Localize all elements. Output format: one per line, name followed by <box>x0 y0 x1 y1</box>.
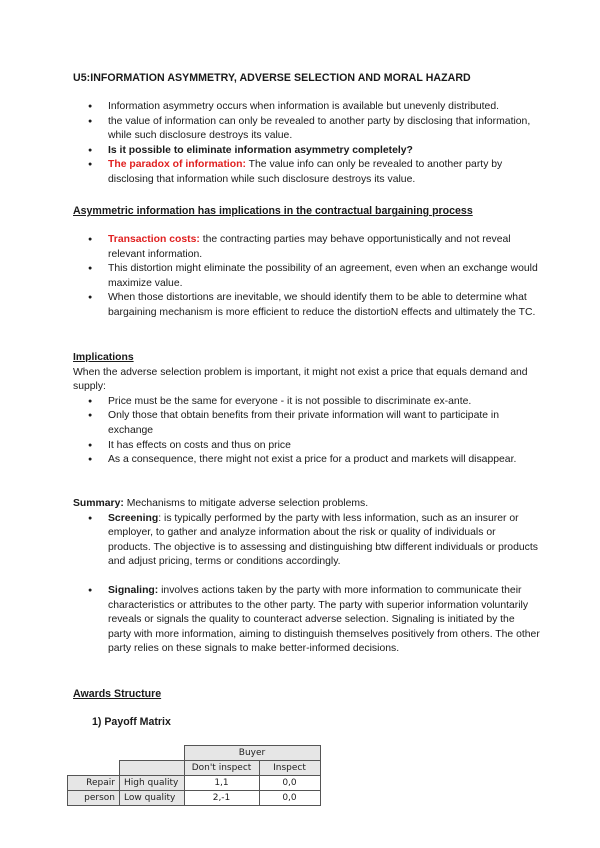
table-row <box>68 791 321 806</box>
bullet-text: : is typically performed by the party with less information, such as an insurer or employer, to gather and analyze information about the risk or quality of individuals or products. The objective is to assessing and distinguishing btw different individuals or products and adjust pricing, terms or conditions accordingly. <box>108 512 538 568</box>
bullet-text: the contracting parties may behave opportunistically and not reveal relevant information. <box>108 234 511 260</box>
cell-high-inspect: 0,0 <box>259 776 320 791</box>
bullet-text: Only those that obtain benefits from their private information will want to participate in exchange <box>108 410 499 436</box>
bullet-text: Price must be the same for everyone - it is not possible to discriminate ex-ante. <box>108 395 472 407</box>
list-item <box>73 453 540 468</box>
document-title: U5:INFORMATION ASYMMETRY, ADVERSE SELECTION AND MORAL HAZARD <box>73 72 471 84</box>
bullet-text: This distortion might eliminate the possibility of an agreement, even when an exchange would maximize value. <box>108 263 538 289</box>
col-inspect: Inspect <box>259 761 320 776</box>
cell-low-inspect: 0,0 <box>259 791 320 806</box>
list-item <box>73 100 540 115</box>
list-item <box>73 439 540 454</box>
bullet-red-label: Transaction costs: <box>108 234 200 245</box>
list-item <box>73 395 540 410</box>
intro-bullet-list <box>73 100 540 188</box>
bullet-text: When those distortions are inevitable, we should identify them to be able to determine what bargaining mechanism is more efficient to reduce the distortioN effects and ultimately the TC. <box>108 292 536 318</box>
list-item <box>73 233 540 262</box>
cell-low-dont-inspect: 2,-1 <box>184 791 259 806</box>
col-dont-inspect: Don't inspect <box>184 761 259 776</box>
bullet-text: Information asymmetry occurs when information is available but unevenly distributed. <box>108 101 499 112</box>
bullet-text: It has effects on costs and thus on price <box>108 439 291 451</box>
bullet-text: involves actions taken by the party with more information to communicate their characteristics or attributes to the other party. The party with superior information voluntarily reveals or signals the quality to counteract adverse selection. Signaling is initiated by the party with more information, aiming to distinguish themselves positively from others. The other party relies on these signals to make better-informed decisions. <box>108 584 540 655</box>
list-item <box>73 115 540 144</box>
summary-label: Summary: <box>73 498 124 509</box>
cell-high-dont-inspect: 1,1 <box>184 776 259 791</box>
list-item <box>73 262 540 291</box>
payoff-matrix-heading: 1) Payoff Matrix <box>92 716 171 728</box>
table-row <box>68 776 321 791</box>
implications-intro: When the adverse selection problem is important, it might not exist a price that equals demand and supply: <box>73 366 528 393</box>
table-row <box>68 761 321 776</box>
bullet-red-label: The paradox of information: <box>108 159 246 171</box>
implications-heading: Implications <box>73 352 134 363</box>
implications-section <box>73 351 540 468</box>
list-item <box>73 584 540 657</box>
summary-section <box>73 497 540 657</box>
list-item <box>73 158 540 187</box>
row-label-repair: Repair <box>68 776 120 791</box>
row-label-person: person <box>68 791 120 806</box>
bullet-question: Is it possible to eliminate information asymmetry completely? <box>108 144 413 156</box>
section-heading-asymmetric: Asymmetric information has implications in the contractual bargaining process <box>73 205 473 217</box>
summary-bullet-list <box>73 512 540 657</box>
list-item <box>73 409 540 438</box>
summary-line <box>73 497 540 512</box>
asymmetric-bullet-list <box>73 233 540 321</box>
awards-heading: Awards Structure <box>73 688 162 700</box>
asymmetric-section <box>73 233 540 321</box>
intro-section <box>73 100 540 188</box>
bullet-term: Screening <box>108 512 159 524</box>
row-type-low: Low quality <box>120 791 185 806</box>
table-row <box>68 746 321 761</box>
bullet-text: As a consequence, there might not exist a price for a product and markets will disappear. <box>108 454 517 466</box>
list-item <box>73 291 540 320</box>
bullet-term: Signaling: <box>108 584 159 596</box>
implications-bullet-list <box>73 395 540 468</box>
bullet-text: the value of information can only be revealed to another party by disclosing that information, while such disclosure destroys its value. <box>108 115 531 142</box>
row-type-high: High quality <box>120 776 185 791</box>
list-item <box>73 512 540 570</box>
summary-text: Mechanisms to mitigate adverse selection problems. <box>123 498 369 509</box>
list-item <box>73 144 540 159</box>
bullet-text: The value info can only be revealed to another party by disclosing that information while such disclosure destroys its value. <box>108 159 503 185</box>
buyer-header: Buyer <box>184 746 320 761</box>
payoff-matrix-table <box>67 745 321 806</box>
